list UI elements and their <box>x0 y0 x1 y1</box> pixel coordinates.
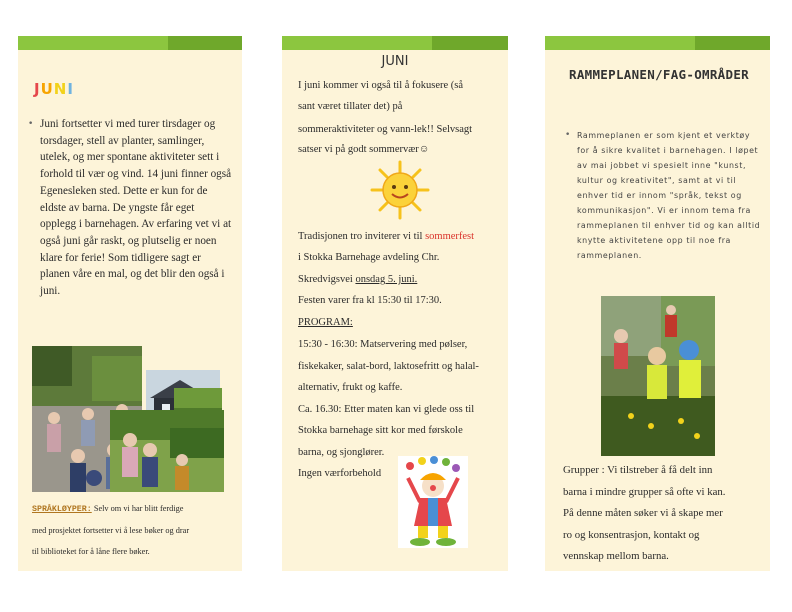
right-panel-header-bar <box>545 36 770 50</box>
right-body-text: Rammeplanen er som kjent et verktøy for å sikre kvalitet i barnehagen. I løpet av mai jobbet vi spesielt inne "kunst, kultur og kreativitet", samt at vi til enhver tid er innom "språk, tekst og kommunikasjon". Vi er innom tema fra rammeplanen til enhver tid og kan alltid knytte aktivitetene opp til noe fra rammeplanen. <box>577 131 761 260</box>
right-panel <box>545 36 770 571</box>
left-panel-header-bar <box>18 36 242 50</box>
program-line: Ingen værforbehold <box>298 468 382 479</box>
program-heading: PROGRAM: <box>298 317 353 328</box>
right-title: RAMMEPLANEN/FAG-OMRÅDER <box>569 67 749 82</box>
sprak-heading: SPRÅKLØYPER: <box>32 505 92 514</box>
bullet: • <box>565 130 571 140</box>
program-line: satser vi på godt sommervær☺ <box>298 144 430 155</box>
children-planting-photo <box>601 296 715 456</box>
left-body <box>28 116 233 300</box>
left-body-text: Juni fortsetter vi med turer tirsdager og torsdager, stell av planter, samlinger, utelek, og mer spontane aktiviteter sett i forhold til vær og vind. 14 juni finner også Egenesleken sted. Dette er kun for de eldste av barna. De yngste får eget opplegg i barnehagen. Av erfaring vet vi at også juni går raskt, og plutselig er noen klare for ferie! Som tidligere sagt er planen våre en mal, og det blir den også i juni. <box>40 118 232 298</box>
middle-title: JUNI <box>381 54 409 69</box>
program-line: fiskekaker, salat-bord, laktosefritt og halal- <box>298 361 479 372</box>
groups-line: På denne måten søker vi å skape mer <box>563 507 723 519</box>
right-body <box>565 128 761 263</box>
clown-juggler-illustration <box>398 456 468 548</box>
left-panel <box>18 36 242 571</box>
groups-line: barna i mindre grupper så ofte vi kan. <box>563 486 726 498</box>
groups-line: ro og konsentrasjon, kontakt og <box>563 529 700 541</box>
left-title: JUNI <box>34 80 74 98</box>
groups-line: Grupper : Vi tilstreber å få delt inn <box>563 464 713 476</box>
kids-group-photo <box>110 410 224 492</box>
program-line: i Stokka Barnehage avdeling Chr. <box>298 252 440 263</box>
sun-icon <box>370 160 430 220</box>
groups-line: vennskap mellom barna. <box>563 550 669 562</box>
program-line: Festen varer fra kl 15:30 til 17:30. <box>298 295 442 306</box>
program-line: barna, og sjonglører. <box>298 447 385 458</box>
middle-panel <box>282 36 508 571</box>
middle-panel-header-bar <box>282 36 508 50</box>
program-line: Stokka barnehage sitt kor med førskole <box>298 425 463 436</box>
bullet: • <box>28 119 34 129</box>
program-line: alternativ, frukt og kaffe. <box>298 382 403 393</box>
program-line: sommeraktiviteter og vann-lek!! Selvsagt <box>298 124 473 135</box>
program-line: Skredvigsvei onsdag 5. juni. <box>298 274 418 285</box>
program-line: sant været tillater det) på <box>298 101 403 112</box>
program-line: I juni kommer vi også til å fokusere (så <box>298 80 464 91</box>
program-line: Ca. 16.30: Etter maten kan vi glede oss til <box>298 404 475 415</box>
program-line: 15:30 - 16:30: Matservering med pølser, <box>298 339 468 350</box>
sprak-section: SPRÅKLØYPER: Selv om vi har blitt ferdige med prosjektet fortsetter vi å lese bøker og drar til biblioteket for å låne flere bøker. <box>32 504 190 556</box>
program-line: Tradisjonen tro inviterer vi til sommerfest <box>298 231 475 242</box>
